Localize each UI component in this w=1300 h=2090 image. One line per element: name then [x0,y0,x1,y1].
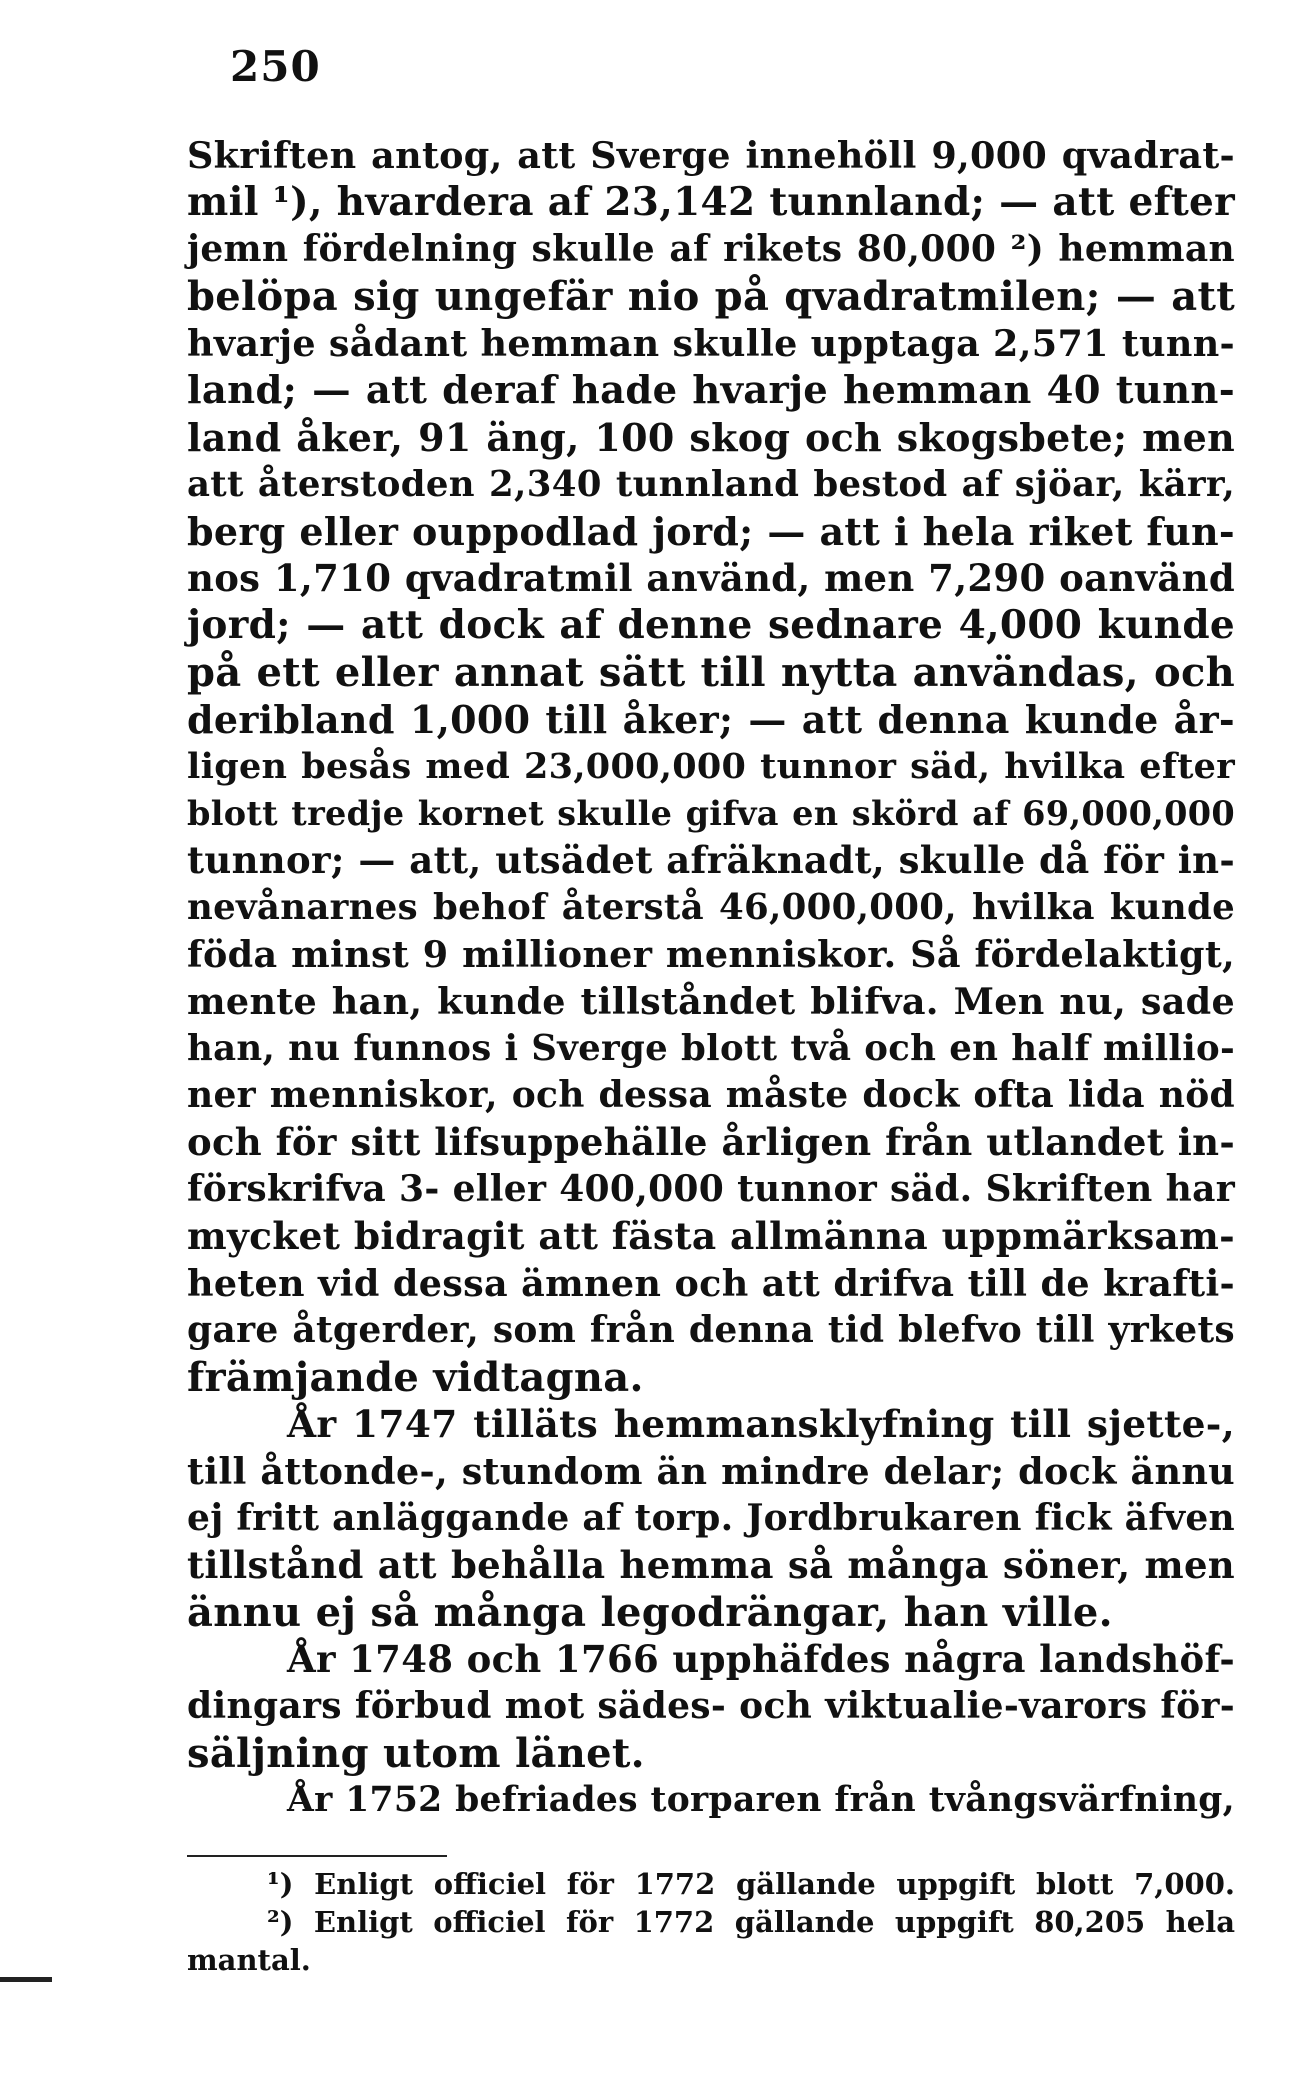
text-line: land åker, 91 äng, 100 skog och skogsbete; men [187,415,1235,460]
text-line: ner menniskor, och dessa måste dock ofta lida nöd [187,1074,1235,1116]
text-line: Skriften antog, att Sverge innehöll 9,000 qvadrat- [187,134,1235,177]
text-line: jord; — att dock af denne sednare 4,000 kunde [187,602,1235,648]
text-line: hvarje sådant hemman skulle upptaga 2,571 tunn- [187,322,1235,365]
paragraph-end-line: främjande vidtagna. [187,1354,644,1401]
text-line: berg eller ouppodlad jord; — att i hela riket fun- [187,509,1235,554]
footnote-2-continuation: mantal. [187,1943,311,1977]
text-line: tunnor; — att, utsädet afräknadt, skulle då för in- [187,838,1235,882]
page-number: 250 [230,42,321,91]
paragraph-start-line: År 1748 och 1766 upphäfdes några landshöf- [287,1637,1235,1681]
text-line: land; — att deraf hade hvarje hemman 40 tunn- [187,368,1235,413]
text-line: belöpa sig ungefär nio på qvadratmilen; — att [187,273,1235,320]
text-line: blott tredje kornet skulle gifva en skörd af 69,000,000 [187,794,1235,833]
footnote-divider [187,1855,447,1857]
paragraph-start-line: År 1752 befriades torparen från tvångsvärfning, [287,1780,1235,1820]
text-line: att återstoden 2,340 tunnland bestod af sjöar, kärr, [187,464,1235,505]
footnote-2: ²) Enligt officiel för 1772 gällande uppgift 80,205 hela [267,1905,1235,1939]
text-line: och för sitt lifsuppehälle årligen från utlandet in- [187,1120,1235,1164]
text-line: tillstånd att behålla hemma så många söner, men [187,1543,1235,1587]
paragraph-start-line: År 1747 tilläts hemmansklyfning till sjette-, [287,1402,1235,1446]
text-line: föda minst 9 millioner menniskor. Så fördelaktigt, [187,933,1235,976]
footnotes [187,1865,1235,1979]
body-text [187,132,1235,1824]
text-line: gare åtgerder, som från denna tid blefvo till yrkets [187,1309,1235,1351]
text-line: ligen besås med 23,000,000 tunnor säd, hvilka efter [187,746,1235,787]
footnote-1: ¹) Enligt officiel för 1772 gällande uppgift blott 7,000. [267,1867,1235,1901]
paragraph-end-line: ännu ej så många legodrängar, han ville. [187,1589,1113,1636]
text-line: deribland 1,000 till åker; — att denna kunde år- [187,697,1235,742]
text-line: han, nu funnos i Sverge blott två och en half millio- [187,1028,1235,1069]
text-line: nos 1,710 qvadratmil använd, men 7,290 oanvänd [187,556,1235,600]
text-line: heten vid dessa ämnen och att drifva till de krafti- [187,1262,1235,1305]
text-line: dingars förbud mot sädes- och viktualie-varors för- [187,1685,1235,1727]
text-line: mil ¹), hvardera af 23,142 tunnland; — att efter [187,179,1235,225]
text-line: mente han, kunde tillståndet blifva. Men nu, sade [187,980,1235,1023]
text-line: förskrifva 3- eller 400,000 tunnor säd. Skriften har [187,1168,1235,1210]
text-line: nevånarnes behof återstå 46,000,000, hvilka kunde [187,887,1235,928]
text-line: jemn fördelning skulle af rikets 80,000 ²) hemman [187,228,1235,270]
text-line: på ett eller annat sätt till nytta användas, och [187,649,1235,696]
text-line: till åttonde-, stundom än mindre delar; dock ännu [187,1450,1235,1493]
text-line: mycket bidragit att fästa allmänna uppmärksam- [187,1214,1235,1258]
text-line: ej fritt anläggande af torp. Jordbrukaren fick äfven [187,1497,1235,1539]
margin-mark [0,1977,52,1982]
paragraph-end-line: säljning utom länet. [187,1730,645,1777]
